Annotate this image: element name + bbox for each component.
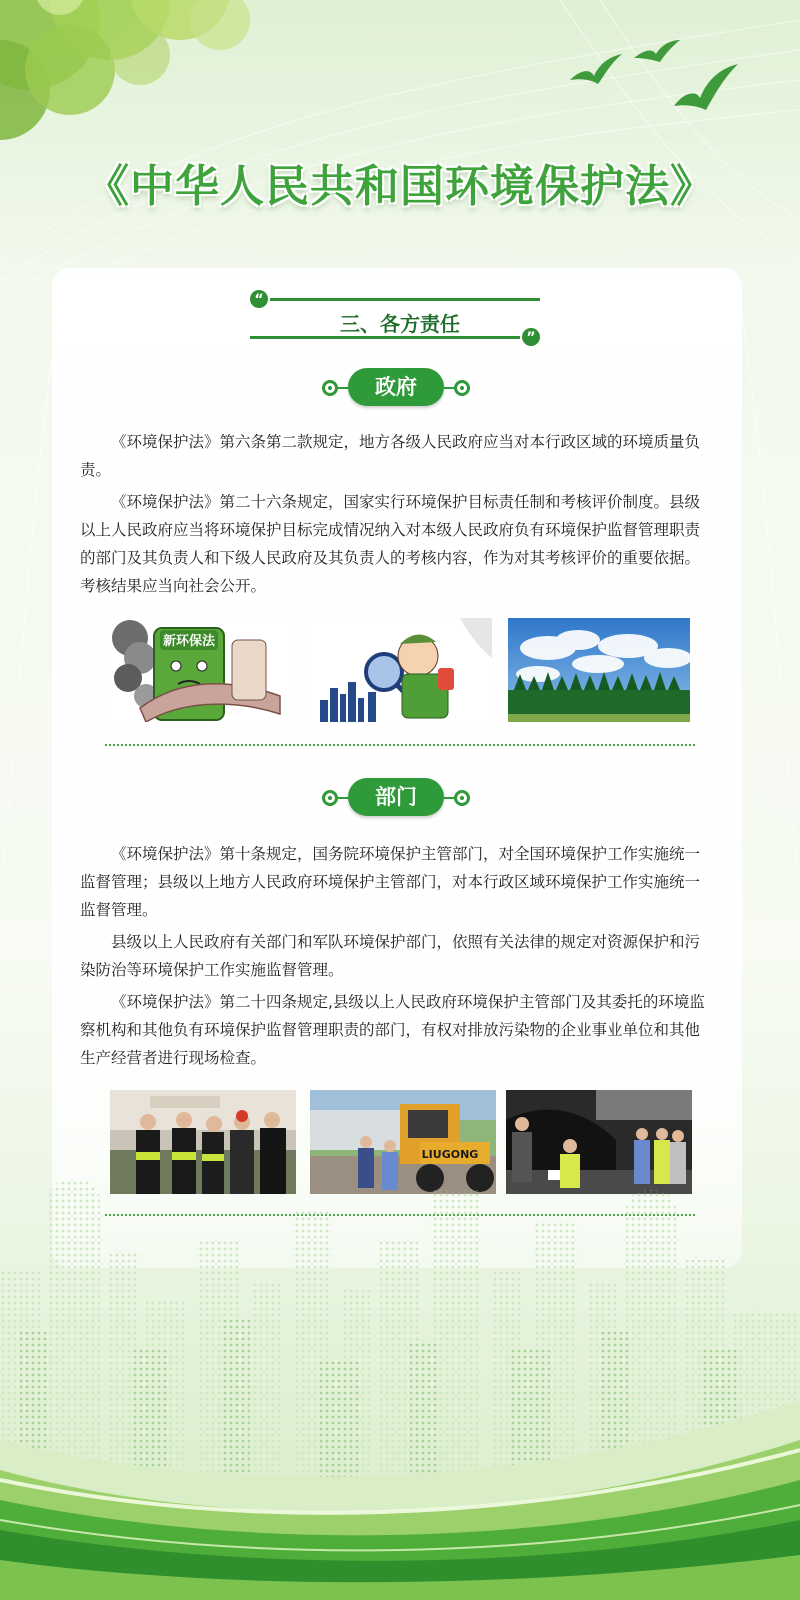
government-paragraph-2: 《环境保护法》第二十六条规定，国家实行环境保护目标责任制和考核评价制度。县级以上人民政府应当将环境保护目标完成情况纳入对本级人民政府负有环境保护监督管理职责的部门及其负责人和下级人民政府及其负责人的考核内容，作为对其考核评价的重要依据。考核结果应当向社会公开。 [80,493,701,595]
section-title: 三、各方责任 [340,312,460,336]
section-header [250,292,550,352]
green-wave-decoration [0,1380,800,1600]
pill-link-left [336,387,348,389]
cartoon-new-law-image [110,618,292,722]
loader-brand-text: LIUGONG [421,1148,479,1161]
department-paragraph-1: 《环境保护法》第十条规定，国务院环境保护主管部门，对全国环境保护工作实施统一监督管理；县级以上地方人民政府环境保护主管部门，对本行政区域环境保护工作实施统一监督管理。 [80,845,701,919]
department-heading [322,778,470,818]
tree-icon [0,0,290,160]
department-label: 部门 [348,778,444,816]
forest-sky-image [508,618,690,722]
government-label: 政府 [348,368,444,406]
department-paragraph-2: 县级以上人民政府有关部门和军队环境保护部门，依照有关法律的规定对资源保护和污染防治等环境保护工作实施监督管理。 [80,933,701,979]
dot-right [454,380,470,396]
bird-icon [570,40,740,130]
divider [105,744,695,746]
cartoon-inspector-image [310,618,492,722]
department-paragraph-3: 《环境保护法》第二十四条规定,县级以上人民政府环境保护主管部门及其委托的环境监察机构和其他负有环境保护监督管理职责的部门，有权对排放污染物的企业事业单位和其他生产经营者进行现场检查。 [80,993,705,1067]
dot-right [454,790,470,806]
government-paragraph-1: 《环境保护法》第六条第二款规定，地方各级人民政府应当对本行政区域的环境质量负责。 [80,433,701,479]
quote-icon: ” [522,328,540,346]
quote-icon: “ [250,290,268,308]
government-heading [322,368,470,408]
section-line-top [270,298,540,301]
pill-link-left [336,797,348,799]
cartoon-badge-text: 新环保法 [162,634,216,649]
section-line-bottom [250,336,520,339]
page-title: 《中华人民共和国环境保护法》 [85,161,715,212]
